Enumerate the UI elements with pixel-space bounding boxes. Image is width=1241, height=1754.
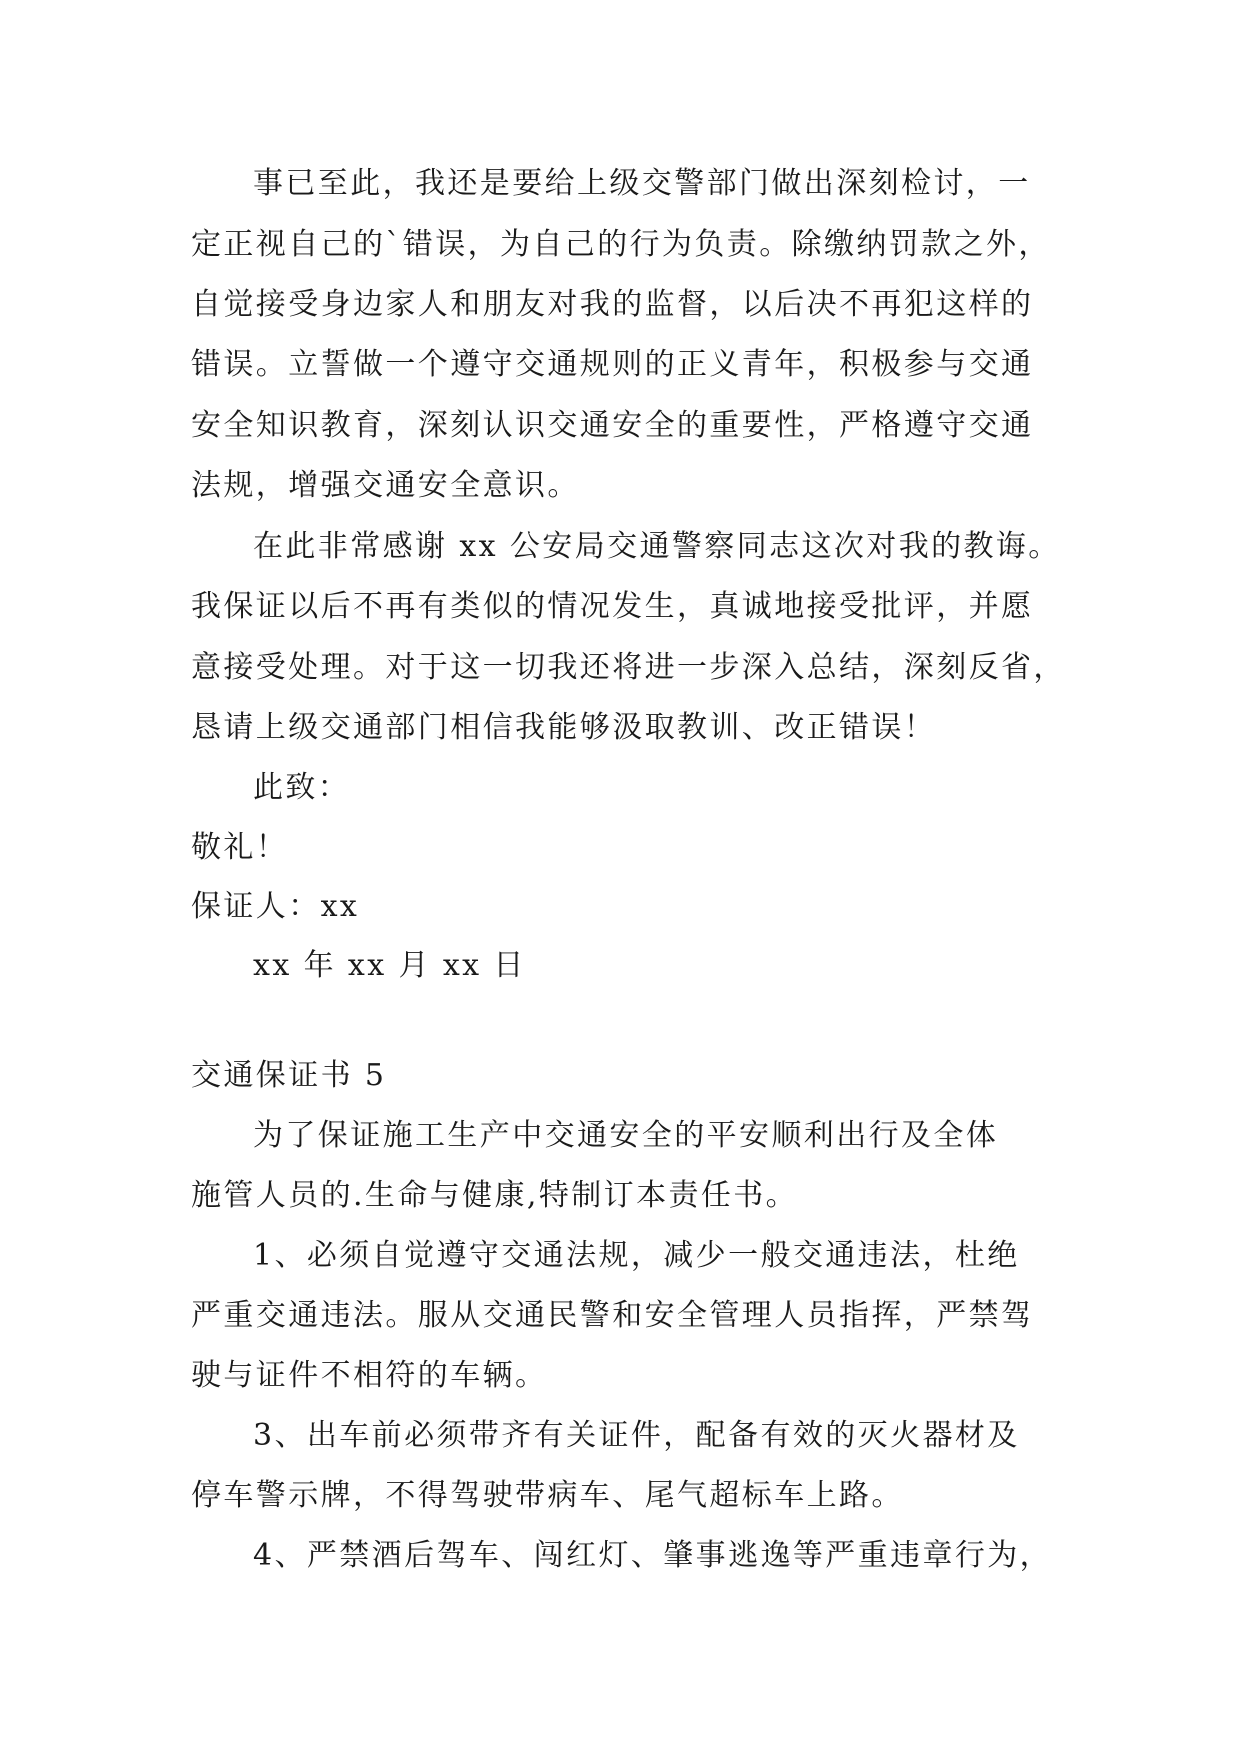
- paragraph-line: 错误。立誓做一个遵守交通规则的正义青年，积极参与交通: [191, 347, 1034, 382]
- paragraph-line: 1、必须自觉遵守交通法规，减少一般交通违法，杜绝: [253, 1238, 1020, 1273]
- paragraph-line: 安全知识教育，深刻认识交通安全的重要性，严格遵守交通: [191, 408, 1034, 443]
- closing-salutation: 此致：: [253, 770, 351, 805]
- paragraph-line: 在此非常感谢 xx 公安局交通警察同志这次对我的教诲。: [253, 529, 1061, 564]
- guarantor-signature: 保证人：xx: [191, 889, 360, 924]
- paragraph-line: 意接受处理。对于这一切我还将进一步深入总结，深刻反省，: [191, 650, 1066, 685]
- paragraph-line: 驶与证件不相符的车辆。: [191, 1358, 548, 1393]
- paragraph-line: 事已至此，我还是要给上级交警部门做出深刻检讨，一: [253, 166, 1031, 201]
- paragraph-line: 3、出车前必须带齐有关证件，配备有效的灭火器材及: [253, 1418, 1020, 1453]
- paragraph-line: 施管人员的.生命与健康,特制订本责任书。: [191, 1178, 799, 1213]
- closing-regards: 敬礼！: [191, 830, 289, 865]
- paragraph-line: 4、严禁酒后驾车、闯红灯、肇事逃逸等严重违章行为，: [253, 1538, 1053, 1573]
- signature-date: xx 年 xx 月 xx 日: [253, 948, 526, 983]
- paragraph-line: 恳请上级交通部门相信我能够汲取教训、改正错误！: [191, 710, 937, 745]
- paragraph-line: 法规，增强交通安全意识。: [191, 468, 580, 503]
- paragraph-line: 我保证以后不再有类似的情况发生，真诚地接受批评，并愿: [191, 589, 1034, 624]
- paragraph-line: 自觉接受身边家人和朋友对我的监督，以后决不再犯这样的: [191, 287, 1034, 322]
- paragraph-line: 停车警示牌，不得驾驶带病车、尾气超标车上路。: [191, 1478, 904, 1513]
- paragraph-line: 定正视自己的`错误，为自己的行为负责。除缴纳罚款之外，: [191, 227, 1051, 262]
- paragraph-line: 严重交通违法。服从交通民警和安全管理人员指挥，严禁驾: [191, 1298, 1034, 1333]
- section-title: 交通保证书 5: [191, 1058, 387, 1093]
- paragraph-line: 为了保证施工生产中交通安全的平安顺利出行及全体: [253, 1118, 999, 1153]
